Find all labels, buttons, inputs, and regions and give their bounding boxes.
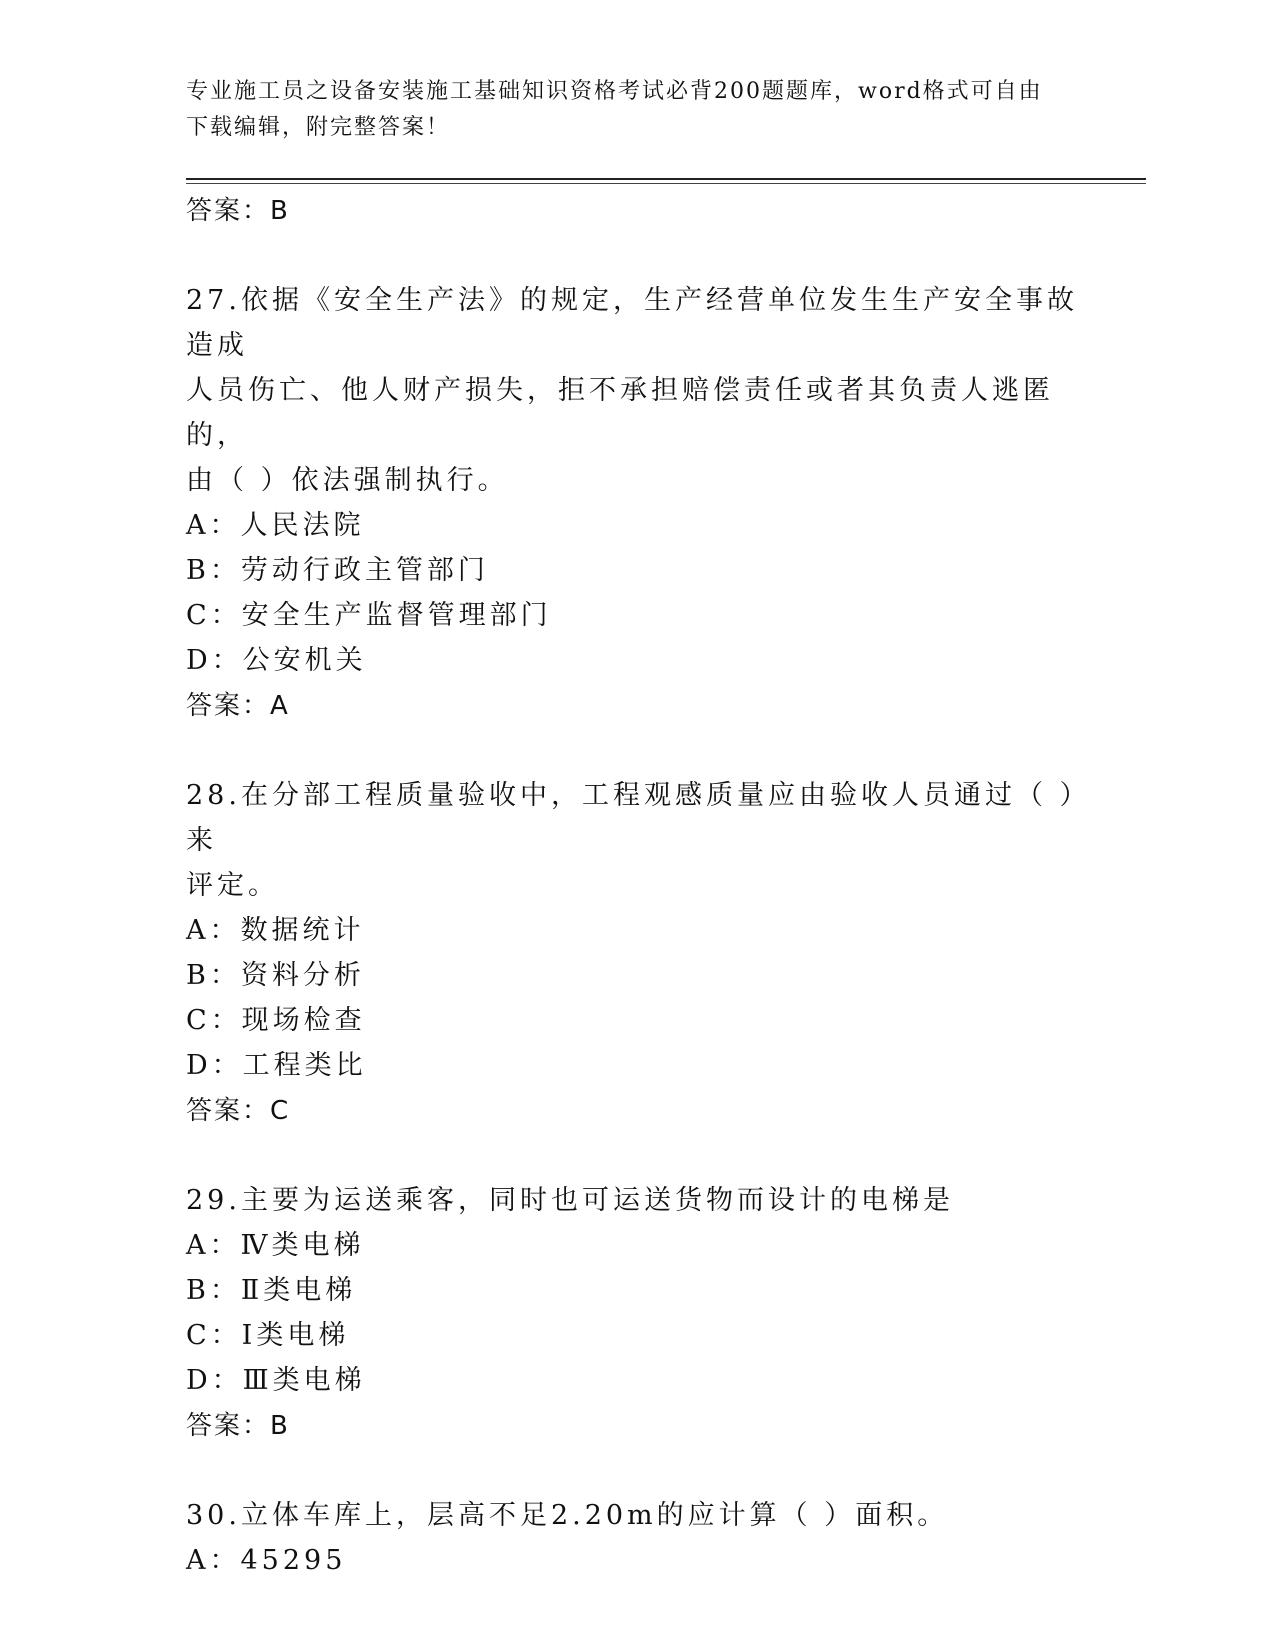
option-d: D：Ⅲ类电梯 <box>186 1365 366 1396</box>
option-a: A：数据统计 <box>186 915 365 946</box>
answer-previous: 答案：B <box>186 196 290 226</box>
header-line-1: 专业施工员之设备安装施工基础知识资格考试必背200题题库，word格式可自由 <box>186 79 1043 104</box>
option-b: B：资料分析 <box>186 960 365 991</box>
document-header <box>186 74 1066 146</box>
question-27-text <box>186 278 1086 503</box>
option-c: C：安全生产监督管理部门 <box>186 600 552 631</box>
question-28-text <box>186 773 1086 908</box>
question-30-text <box>186 1493 1086 1538</box>
header-line-2: 下载编辑，附完整答案！ <box>186 115 451 140</box>
question-text-line: 评定。 <box>186 870 279 901</box>
question-29-text <box>186 1178 1086 1223</box>
question-text-line: 30.立体车库上，层高不足2.20m的应计算（ ）面积。 <box>186 1500 949 1531</box>
header-divider-thick <box>186 178 1146 180</box>
answer-28: 答案：C <box>186 1096 291 1126</box>
question-28 <box>186 773 1086 1134</box>
question-text-line: 人员伤亡、他人财产损失，拒不承担赔偿责任或者其负责人逃匿的， <box>186 375 1054 451</box>
answer-29: 答案：B <box>186 1411 290 1441</box>
answer-27: 答案：A <box>186 691 290 721</box>
question-27 <box>186 278 1086 729</box>
question-30 <box>186 1493 1086 1583</box>
option-d: D：工程类比 <box>186 1050 367 1081</box>
option-c: C：Ⅰ类电梯 <box>186 1320 350 1351</box>
question-text-line: 27.依据《安全生产法》的规定，生产经营单位发生生产安全事故造成 <box>186 285 1078 361</box>
question-29 <box>186 1178 1086 1449</box>
option-b: B：劳动行政主管部门 <box>186 555 489 586</box>
question-list <box>186 188 1086 1583</box>
header-divider-thin <box>186 183 1146 184</box>
question-text-line: 28.在分部工程质量验收中，工程观感质量应由验收人员通过（ ）来 <box>186 780 1078 856</box>
option-c: C：现场检查 <box>186 1005 366 1036</box>
option-b: B：Ⅱ类电梯 <box>186 1275 357 1306</box>
question-text-line: 由（ ）依法强制执行。 <box>186 465 509 496</box>
option-a: A：人民法院 <box>186 510 365 541</box>
option-a: A：45295 <box>186 1545 347 1576</box>
question-text-line: 29.主要为运送乘客，同时也可运送货物而设计的电梯是 <box>186 1185 954 1216</box>
option-a: A：Ⅳ类电梯 <box>186 1230 365 1261</box>
option-d: D：公安机关 <box>186 645 367 676</box>
